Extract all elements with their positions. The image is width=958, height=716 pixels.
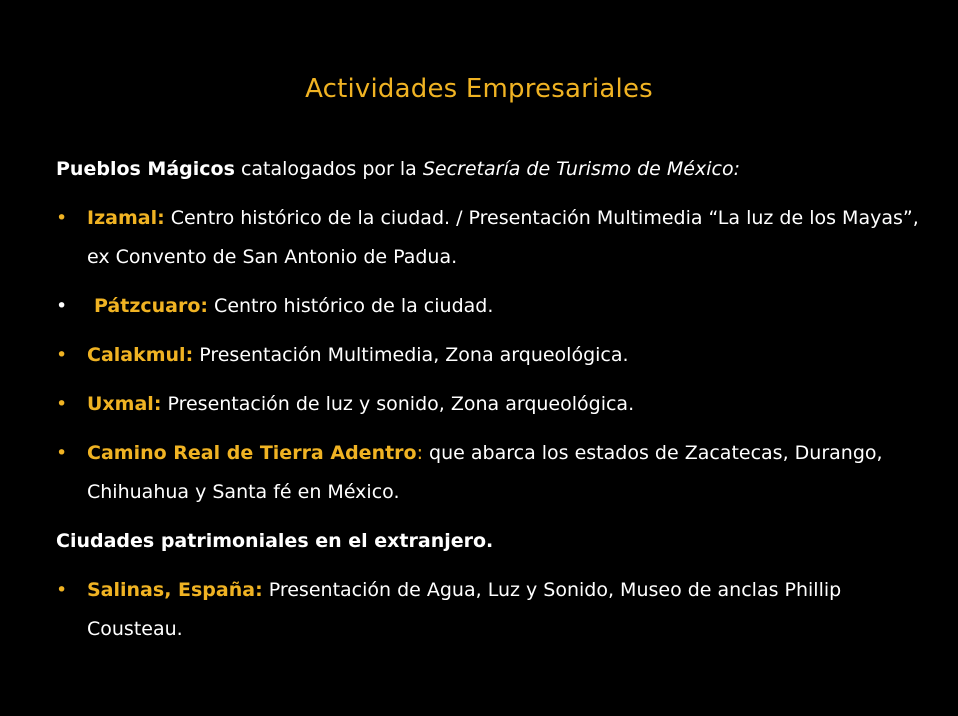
- item-label-wrap: [87, 295, 493, 317]
- intro-italic: Secretaría de Turismo de México:: [422, 158, 740, 180]
- list-item-patzcuaro: [56, 287, 936, 326]
- list-item-salinas: [56, 571, 936, 649]
- slide-title: Actividades Empresariales: [305, 74, 653, 104]
- item-label: Uxmal:: [87, 393, 162, 415]
- item-label: Pátzcuaro:: [94, 295, 209, 317]
- bullet-icon: •: [56, 393, 68, 415]
- intro-bold: Pueblos Mágicos: [56, 158, 235, 180]
- list-item-izamal: [56, 199, 936, 277]
- item-label: Camino Real de Tierra Adentro: [87, 442, 417, 464]
- bullet-icon: •: [56, 579, 68, 601]
- section-heading: Ciudades patrimoniales en el extranjero.: [56, 530, 494, 552]
- bullet-icon: •: [56, 442, 68, 464]
- item-text: Centro histórico de la ciudad. / Presentación Multimedia “La luz de los Mayas”, ex Convento de San Antonio de Padua.: [87, 207, 919, 268]
- bullet-icon: •: [56, 344, 68, 366]
- intro-paragraph: [56, 150, 936, 189]
- list-item-uxmal: [56, 385, 936, 424]
- item-text: Centro histórico de la ciudad.: [208, 295, 494, 317]
- item-text: que abarca los estados de Zacatecas, Durango, Chihuahua y Santa fé en México.: [87, 442, 883, 503]
- list-item-camino-real: [56, 434, 936, 512]
- item-text: Presentación Multimedia, Zona arqueológica.: [193, 344, 629, 366]
- bullet-icon: •: [56, 295, 68, 317]
- item-label: Salinas, España:: [87, 579, 263, 601]
- item-label: Izamal:: [87, 207, 165, 229]
- slide-content: [56, 150, 936, 659]
- item-text: Presentación de Agua, Luz y Sonido, Museo de anclas Phillip Cousteau.: [87, 579, 842, 640]
- item-text: Presentación de luz y sonido, Zona arqueológica.: [161, 393, 635, 415]
- intro-text: catalogados por la: [234, 158, 423, 180]
- item-label: Calakmul:: [87, 344, 194, 366]
- list-item-calakmul: [56, 336, 936, 375]
- item-colon: :: [416, 442, 424, 464]
- bullet-icon: •: [56, 207, 68, 229]
